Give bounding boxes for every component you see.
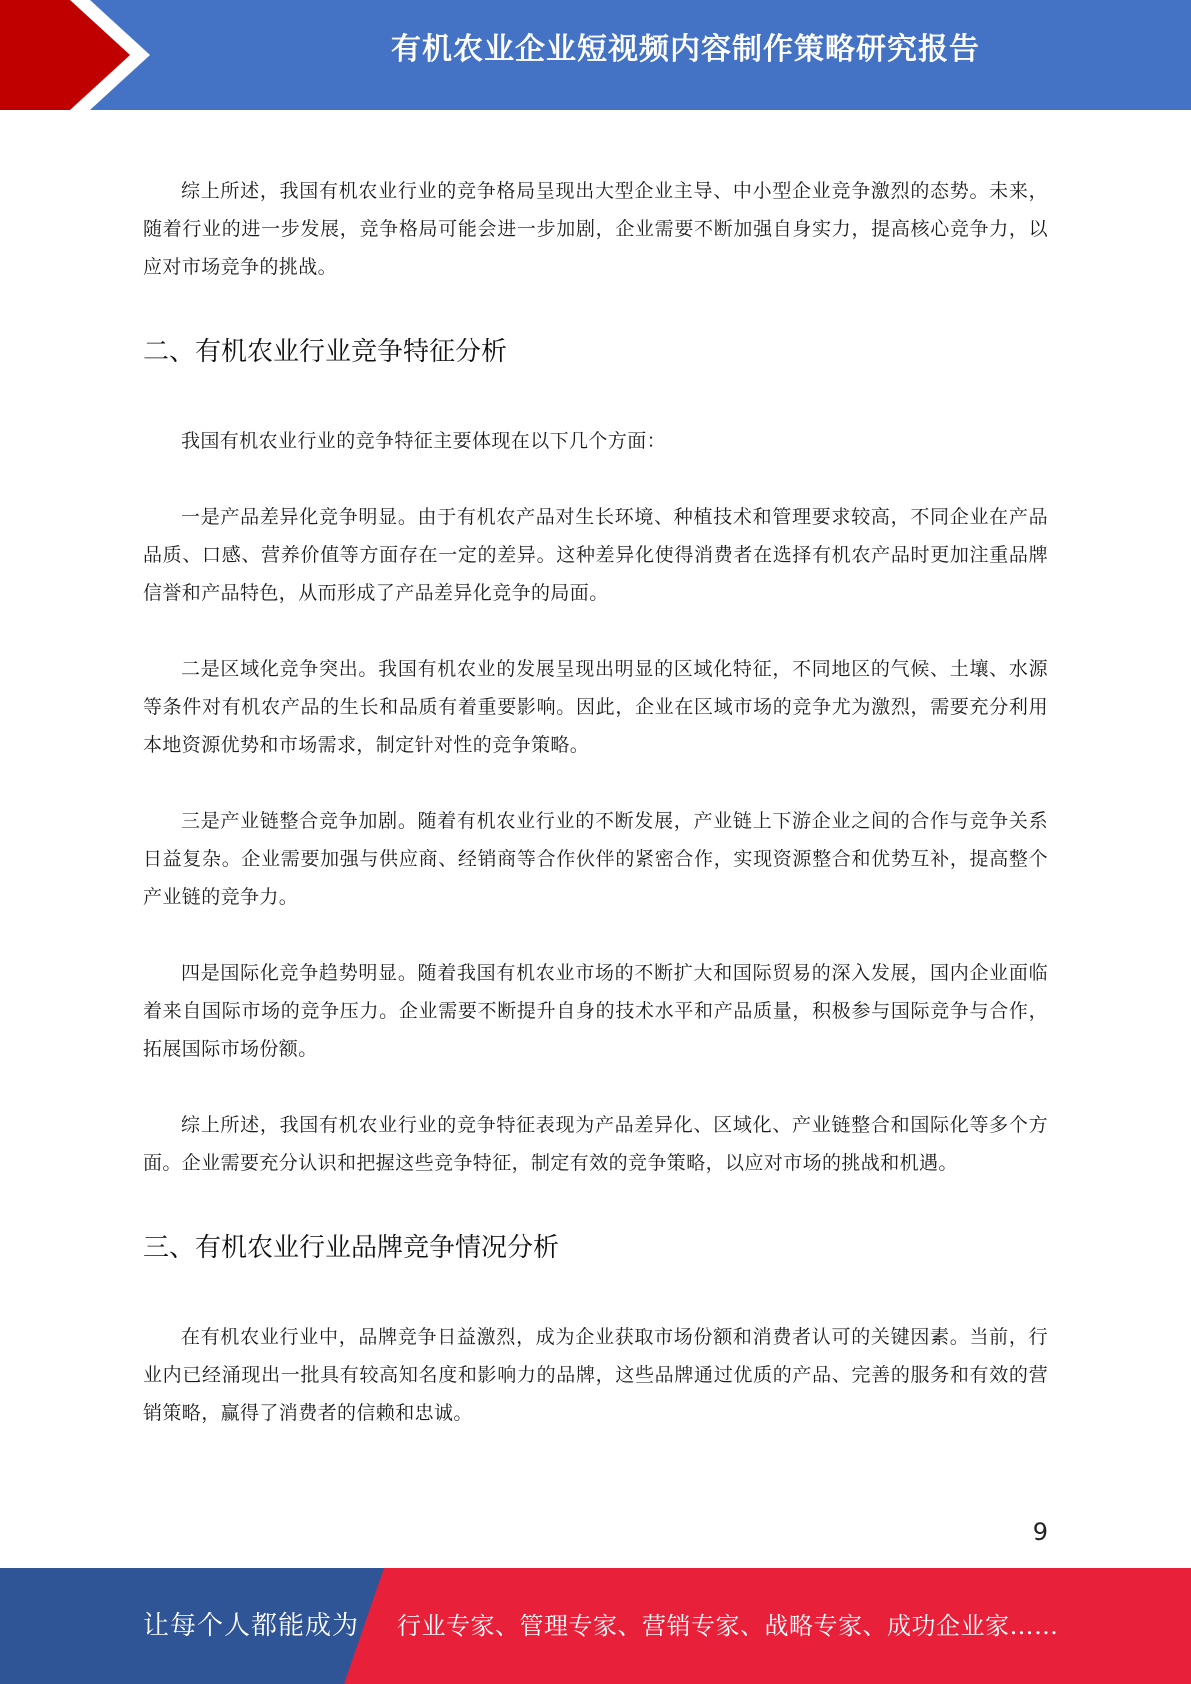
paragraph-feature-1: 一是产品差异化竞争明显。由于有机农产品对生长环境、种植技术和管理要求较高，不同企业在产品品质、口感、营养价值等方面存在一定的差异。这种差异化使得消费者在选择有机农产品时更加注重品牌信誉和产品特色，从而形成了产品差异化竞争的局面。 — [143, 506, 1048, 604]
paragraph-feature-3: 三是产业链整合竞争加剧。随着有机农业行业的不断发展，产业链上下游企业之间的合作与竞争关系日益复杂。企业需要加强与供应商、经销商等合作伙伴的紧密合作，实现资源整合和优势互补，提高整个产业链的竞争力。 — [143, 810, 1048, 908]
paragraph-summary-features: 综上所述，我国有机农业行业的竞争特征表现为产品差异化、区域化、产业链整合和国际化等多个方面。企业需要充分认识和把握这些竞争特征，制定有效的竞争策略，以应对市场的挑战和机遇。 — [143, 1114, 1048, 1174]
paragraph-summary-landscape: 综上所述，我国有机农业行业的竞争格局呈现出大型企业主导、中小型企业竞争激烈的态势。未来，随着行业的进一步发展，竞争格局可能会进一步加剧，企业需要不断加强自身实力，提高核心竞争力，以应对市场竞争的挑战。 — [143, 180, 1048, 278]
paragraph-brand-competition: 在有机农业行业中，品牌竞争日益激烈，成为企业获取市场份额和消费者认可的关键因素。当前，行业内已经涌现出一批具有较高知名度和影响力的品牌，这些品牌通过优质的产品、完善的服务和有效的营销策略，赢得了消费者的信赖和忠诚。 — [143, 1326, 1048, 1424]
page-footer — [0, 1568, 1191, 1684]
paragraph-feature-4: 四是国际化竞争趋势明显。随着我国有机农业市场的不断扩大和国际贸易的深入发展，国内企业面临着来自国际市场的竞争压力。企业需要不断提升自身的技术水平和产品质量，积极参与国际竞争与合作，拓展国际市场份额。 — [143, 962, 1048, 1060]
section-heading-3: 三、有机农业行业品牌竞争情况分析 — [143, 1233, 560, 1263]
report-title: 有机农业企业短视频内容制作策略研究报告 — [391, 32, 980, 67]
paragraph-intro-features: 我国有机农业行业的竞争特征主要体现在以下几个方面： — [181, 430, 667, 452]
paragraph-feature-2: 二是区域化竞争突出。我国有机农业的发展呈现出明显的区域化特征，不同地区的气候、土壤、水源等条件对有机农产品的生长和品质有着重要影响。因此，企业在区域市场的竞争尤为激烈，需要充分利用本地资源优势和市场需求，制定针对性的竞争策略。 — [143, 658, 1048, 756]
footer-slogan-right: 行业专家、管理专家、营销专家、战略专家、成功企业家…… — [397, 1612, 1059, 1640]
page-header — [0, 0, 1191, 110]
document-body — [143, 172, 1048, 1432]
page-number: 9 — [1032, 1518, 1048, 1546]
section-heading-2: 二、有机农业行业竞争特征分析 — [143, 337, 508, 367]
footer-slogan-left: 让每个人都能成为 — [143, 1611, 360, 1641]
